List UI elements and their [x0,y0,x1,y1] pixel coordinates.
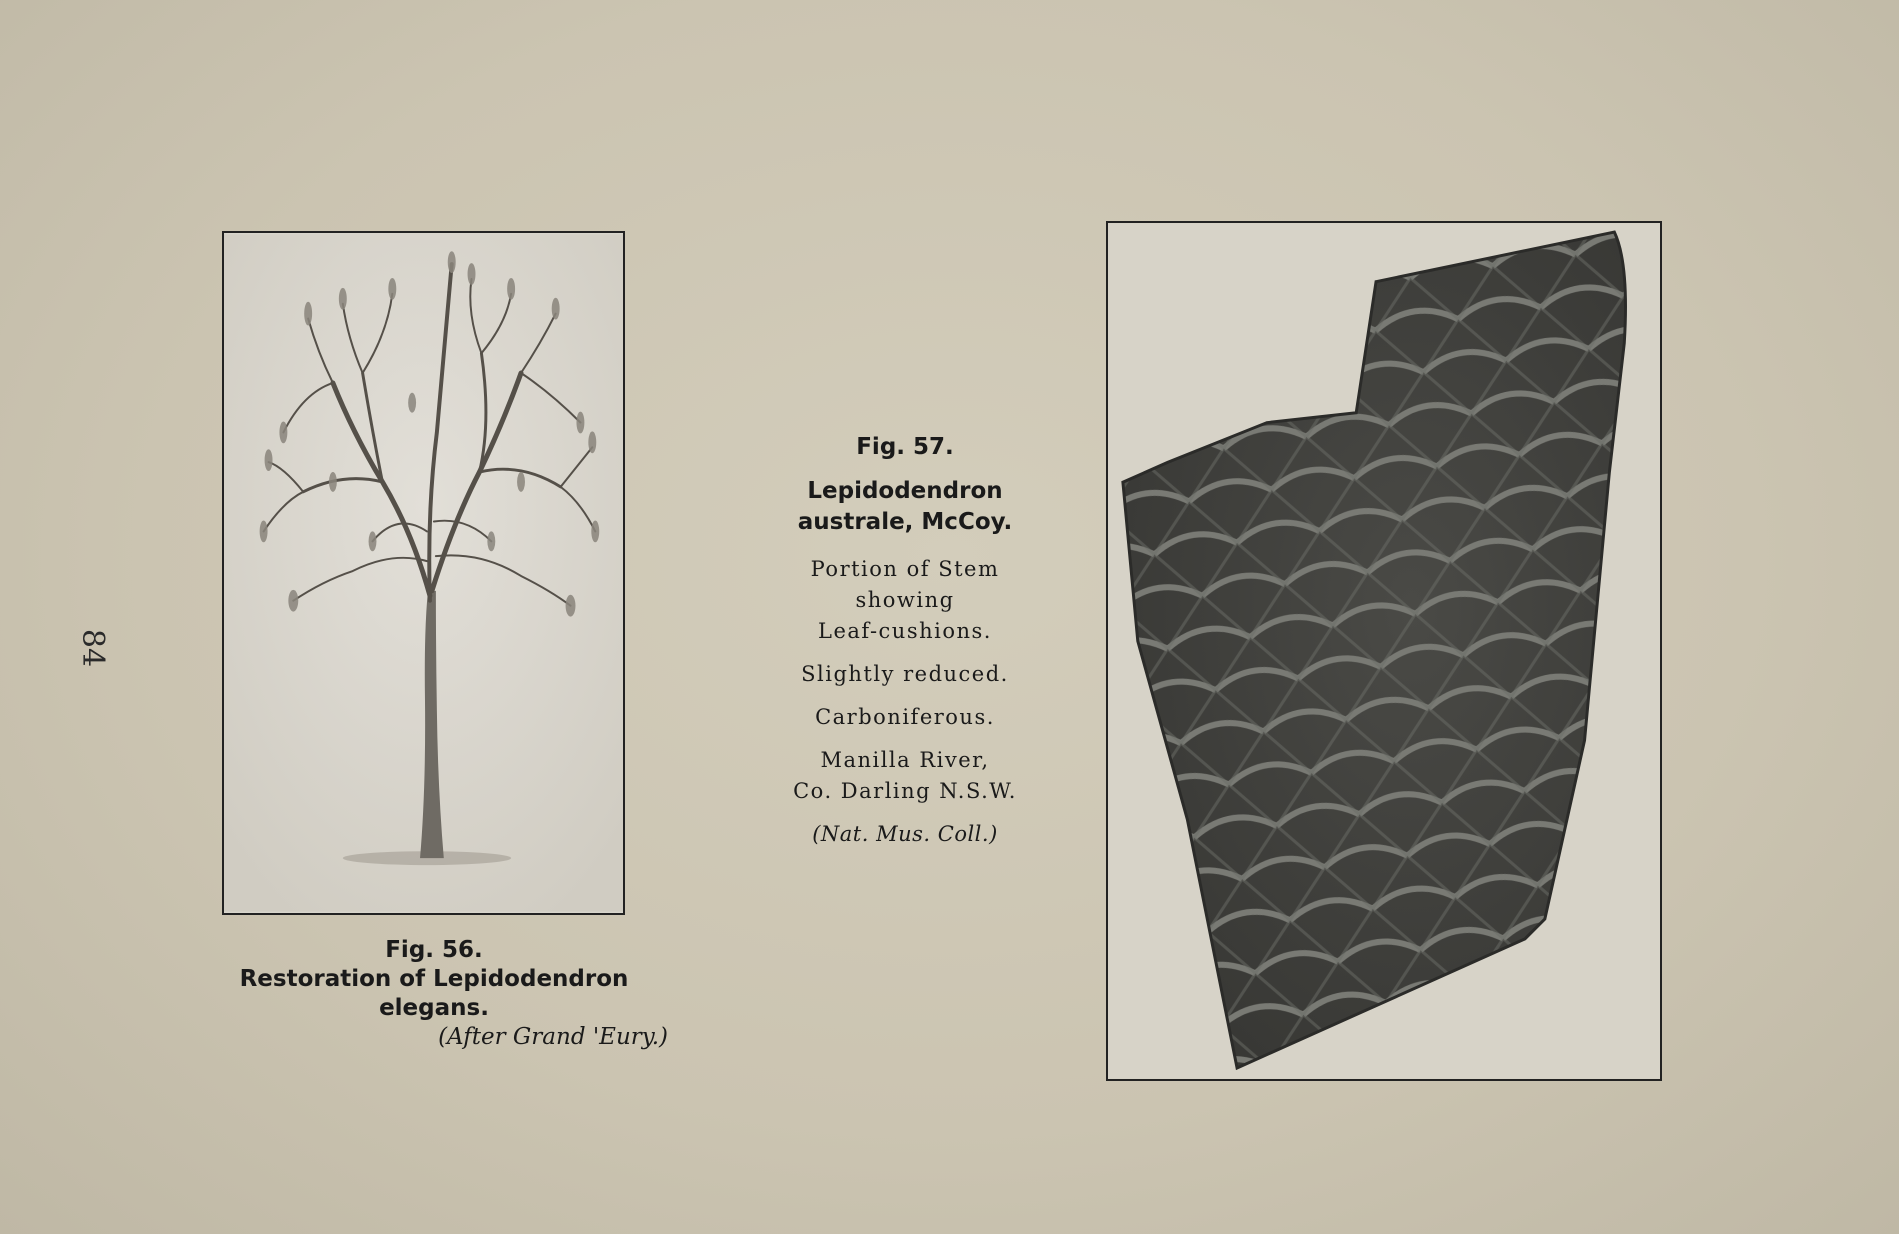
figure-57-period: Carboniferous. [815,705,995,729]
fossil-stem-image [1108,223,1660,1079]
figure-56-credit: (After Grand 'Eury.) [438,1024,668,1050]
figure-56-label: Fig. 56. [385,937,483,963]
figure-57-desc-line1: Portion of Stem [810,557,1000,581]
figure-57-photograph [1106,221,1662,1081]
page-number: 84 [75,628,110,668]
figure-57-caption [760,430,1050,862]
figure-56-title-line2: elegans. [379,995,489,1021]
figure-57-species-line1: Lepidodendron [807,478,1003,504]
figure-57-desc-line2: showing [855,588,955,612]
figure-57-locality-line2: Co. Darling N.S.W. [793,779,1017,803]
figure-56-title-line1: Restoration of Lepidodendron [239,966,629,992]
figure-56-caption [214,936,668,1052]
figure-57-desc-line3: Leaf-cushions. [818,619,992,643]
figure-57-scale: Slightly reduced. [801,662,1009,686]
figure-57-collection: (Nat. Mus. Coll.) [812,822,998,846]
figure-56-illustration [222,231,625,915]
figure-57-species-line2: australe, McCoy. [797,509,1013,535]
figure-57-locality-line1: Manilla River, [820,748,990,772]
figure-57-label: Fig. 57. [856,434,954,460]
lepidodendron-tree-drawing [224,233,623,913]
